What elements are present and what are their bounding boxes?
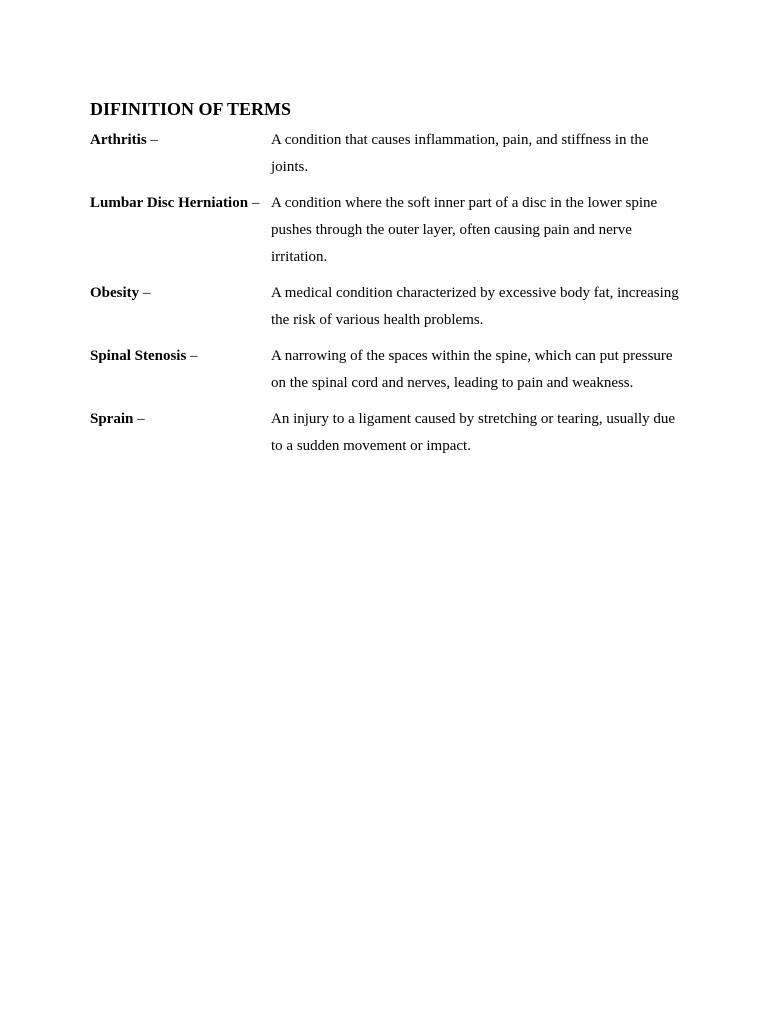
term-definition: A narrowing of the spaces within the spine, which can put pressure on the spinal cord and nerves, leading to pain and weakness. xyxy=(271,348,673,391)
definition-item xyxy=(90,406,690,460)
term-label xyxy=(90,280,271,307)
term-definition: A condition that causes inflammation, pain, and stiffness in the joints. xyxy=(271,132,649,175)
term-separator: – xyxy=(146,132,158,148)
term-label xyxy=(90,190,271,217)
definition-item xyxy=(90,280,690,334)
term-label xyxy=(90,406,271,433)
definition-list xyxy=(90,127,690,460)
term-separator: – xyxy=(139,285,151,301)
term-separator: – xyxy=(133,411,145,427)
term-name: Sprain xyxy=(90,411,134,427)
term-label xyxy=(90,343,271,370)
term-separator: – xyxy=(248,195,260,211)
definition-item xyxy=(90,343,690,397)
document-content xyxy=(90,97,690,469)
term-name: Obesity xyxy=(90,285,140,301)
term-definition: An injury to a ligament caused by stretching or tearing, usually due to a sudden movement or impact. xyxy=(271,411,676,454)
term-separator: – xyxy=(186,348,198,364)
definition-item xyxy=(90,127,690,181)
term-definition: A medical condition characterized by excessive body fat, increasing the risk of various health problems. xyxy=(271,285,679,328)
term-name: Lumbar Disc Herniation xyxy=(90,195,249,211)
definition-item xyxy=(90,190,690,271)
term-name: Arthritis xyxy=(90,132,147,148)
term-label xyxy=(90,127,271,154)
term-definition: A condition where the soft inner part of a disc in the lower spine pushes through the outer layer, often causing pain and nerve irritation. xyxy=(271,195,658,265)
term-name: Spinal Stenosis xyxy=(90,348,187,364)
page-title: DIFINITION OF TERMS xyxy=(90,99,292,119)
